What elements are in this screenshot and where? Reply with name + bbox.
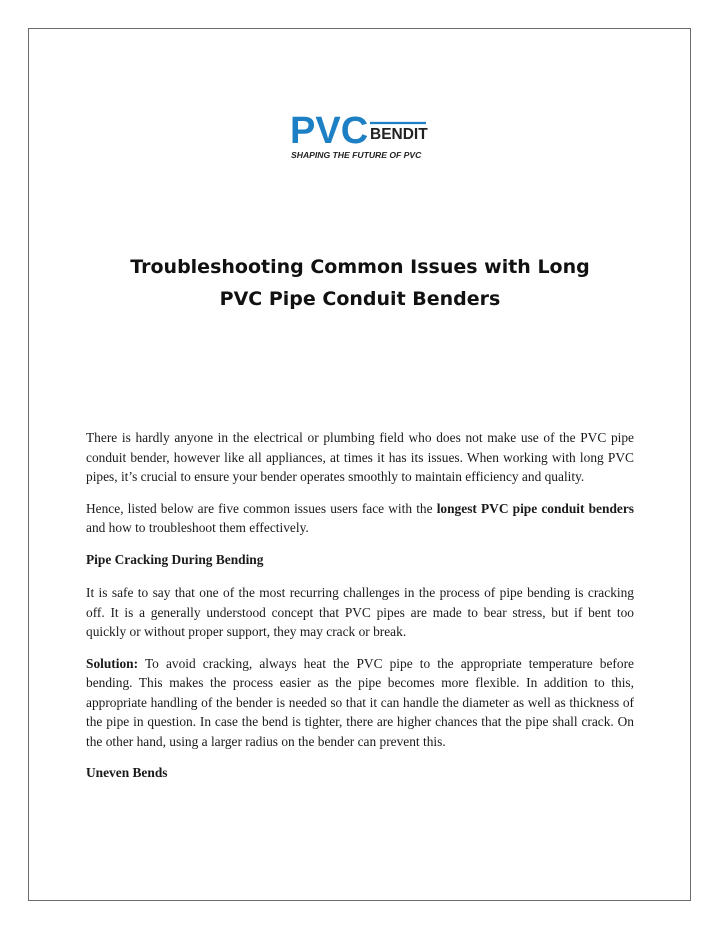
document-body — [86, 428, 634, 797]
title-line-2: PVC Pipe Conduit Benders — [219, 288, 501, 310]
solution-text: To avoid cracking, always heat the PVC pipe to the appropriate temperature before bending. This makes the process easier as the pipe becomes more flexible. In addition to this, appropriate handling of the bender is needed so that it can handle the diameter as well as thickness of the pipe in question. In case the bend is tighter, there are higher chances that the pipe shall crack. On the other hand, using a larger radius on the bender can prevent this. — [86, 655, 634, 749]
logo-tagline-text: SHAPING THE FUTURE OF PVC — [291, 150, 422, 160]
intro-paragraph: There is hardly anyone in the electrical or plumbing field who does not make use of the PVC pipe conduit bender, however like all appliances, at times it has its issues. When working with long PVC pipes, it’s crucial to ensure your bender operates smoothly to maintain efficiency and quality. — [86, 430, 634, 484]
solution-label: Solution: — [86, 655, 139, 671]
intro-paragraph-2 — [86, 499, 634, 538]
pvc-bendit-logo — [290, 110, 430, 166]
section-heading-cracking: Pipe Cracking During Bending — [86, 551, 264, 567]
section-heading-uneven: Uneven Bends — [86, 765, 168, 780]
logo-graphic — [290, 110, 430, 166]
logo-pvc-text: PVC — [290, 110, 369, 152]
keyword-highlight: longest PVC pipe conduit benders — [436, 500, 634, 516]
logo-bendit-text: BENDIT — [370, 126, 428, 143]
cracking-paragraph: It is safe to say that one of the most recurring challenges in the process of pipe bending is cracking off. It is a generally understood concept that PVC pipes are made to bear stress, but if bent too quickly or without proper support, they may crack or break. — [86, 585, 634, 639]
intro-text-before: Hence, listed below are five common issues users face with the — [86, 500, 437, 516]
intro-text-after: and how to troubleshoot them effectively. — [86, 520, 309, 535]
title-line-1: Troubleshooting Common Issues with Long — [130, 256, 590, 278]
solution-paragraph — [86, 654, 634, 752]
document-title — [86, 251, 634, 315]
